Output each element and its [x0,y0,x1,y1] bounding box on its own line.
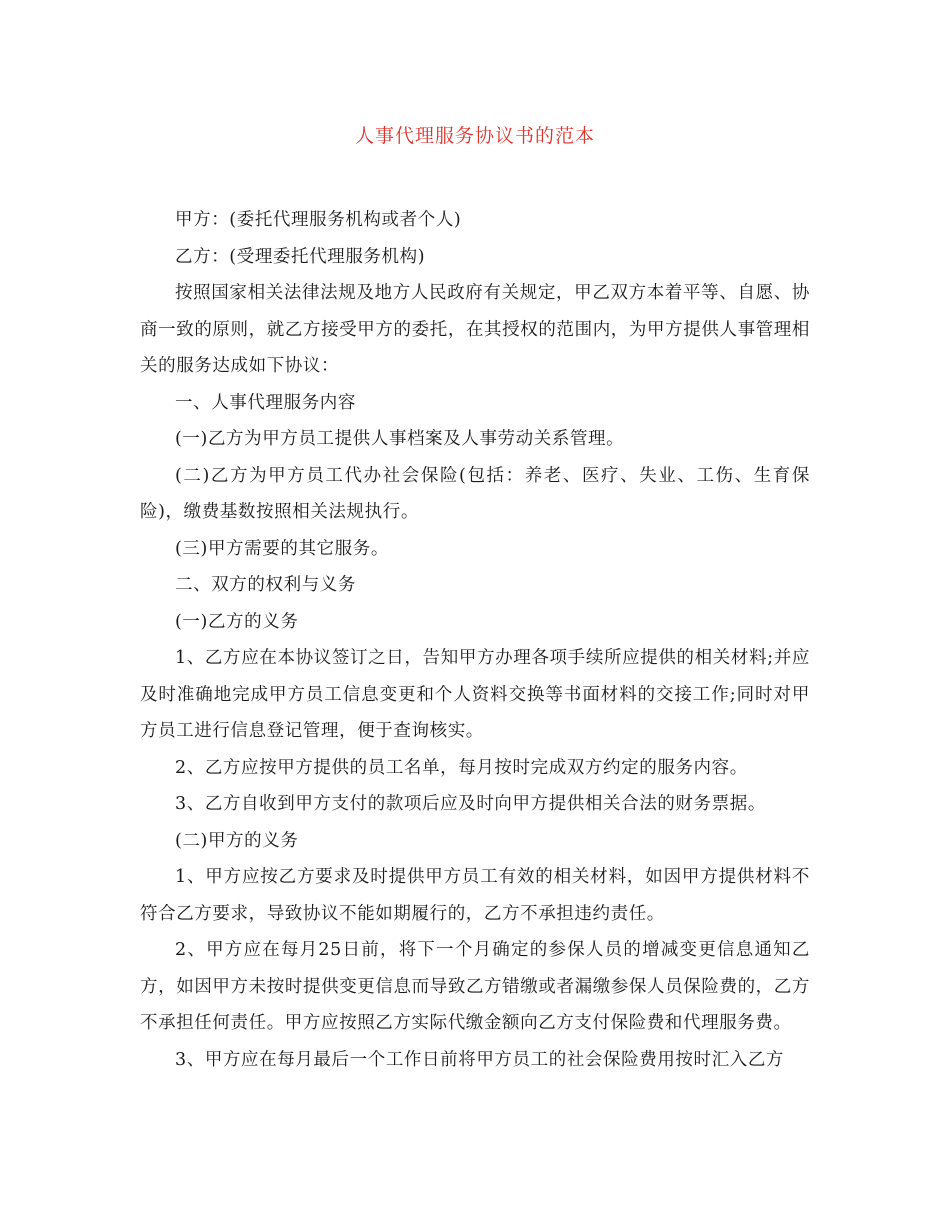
paragraph: 甲方：(委托代理服务机构或者个人) [175,210,462,230]
paragraph: (二)乙方为甲方员工代办社会保险(包括：养老、医疗、失业、工伤、生育保险)，缴费基数按照相关法规执行。 [140,465,810,522]
document-body [140,202,810,1078]
paragraph: 乙方：(受理委托代理服务机构) [175,246,426,267]
paragraph: 3、甲方应在每月最后一个工作日前将甲方员工的社会保险费用按时汇入乙方 [175,1049,785,1070]
paragraph: 2、乙方应按甲方提供的员工名单，每月按时完成双方约定的服务内容。 [175,757,748,778]
section-heading: 一、人事代理服务内容 [175,392,356,413]
paragraph: (一)乙方为甲方员工提供人事档案及人事劳动关系管理。 [175,429,625,449]
subsection-heading: (二)甲方的义务 [175,830,299,851]
subsection-heading: (一)乙方的义务 [175,611,299,632]
section-heading: 二、双方的权利与义务 [175,575,356,595]
paragraph: (三)甲方需要的其它服务。 [175,538,389,559]
paragraph: 2、甲方应在每月25日前，将下一个月确定的参保人员的增减变更信息通知乙方，如因甲方未按时提供变更信息而导致乙方错缴或者漏缴参保人员保险费的，乙方不承担任何责任。甲方应按照乙方实际代缴金额向乙方支付保险费和代理服务费。 [140,940,810,1033]
paragraph: 1、乙方应在本协议签订之日，告知甲方办理各项手续所应提供的相关材料;并应及时准确地完成甲方员工信息变更和个人资料交换等书面材料的交接工作;同时对甲方员工进行信息登记管理，便于查询核实。 [140,648,810,741]
document-title: 人事代理服务协议书的范本 [354,125,595,147]
paragraph: 1、甲方应按乙方要求及时提供甲方员工有效的相关材料，如因甲方提供材料不符合乙方要求，导致协议不能如期履行的，乙方不承担违约责任。 [140,867,810,924]
paragraph: 3、乙方自收到甲方支付的款项后应及时向甲方提供相关合法的财务票据。 [175,794,766,814]
paragraph: 按照国家相关法律法规及地方人民政府有关规定，甲乙双方本着平等、自愿、协商一致的原则，就乙方接受甲方的委托，在其授权的范围内，为甲方提供人事管理相关的服务达成如下协议： [140,283,810,376]
